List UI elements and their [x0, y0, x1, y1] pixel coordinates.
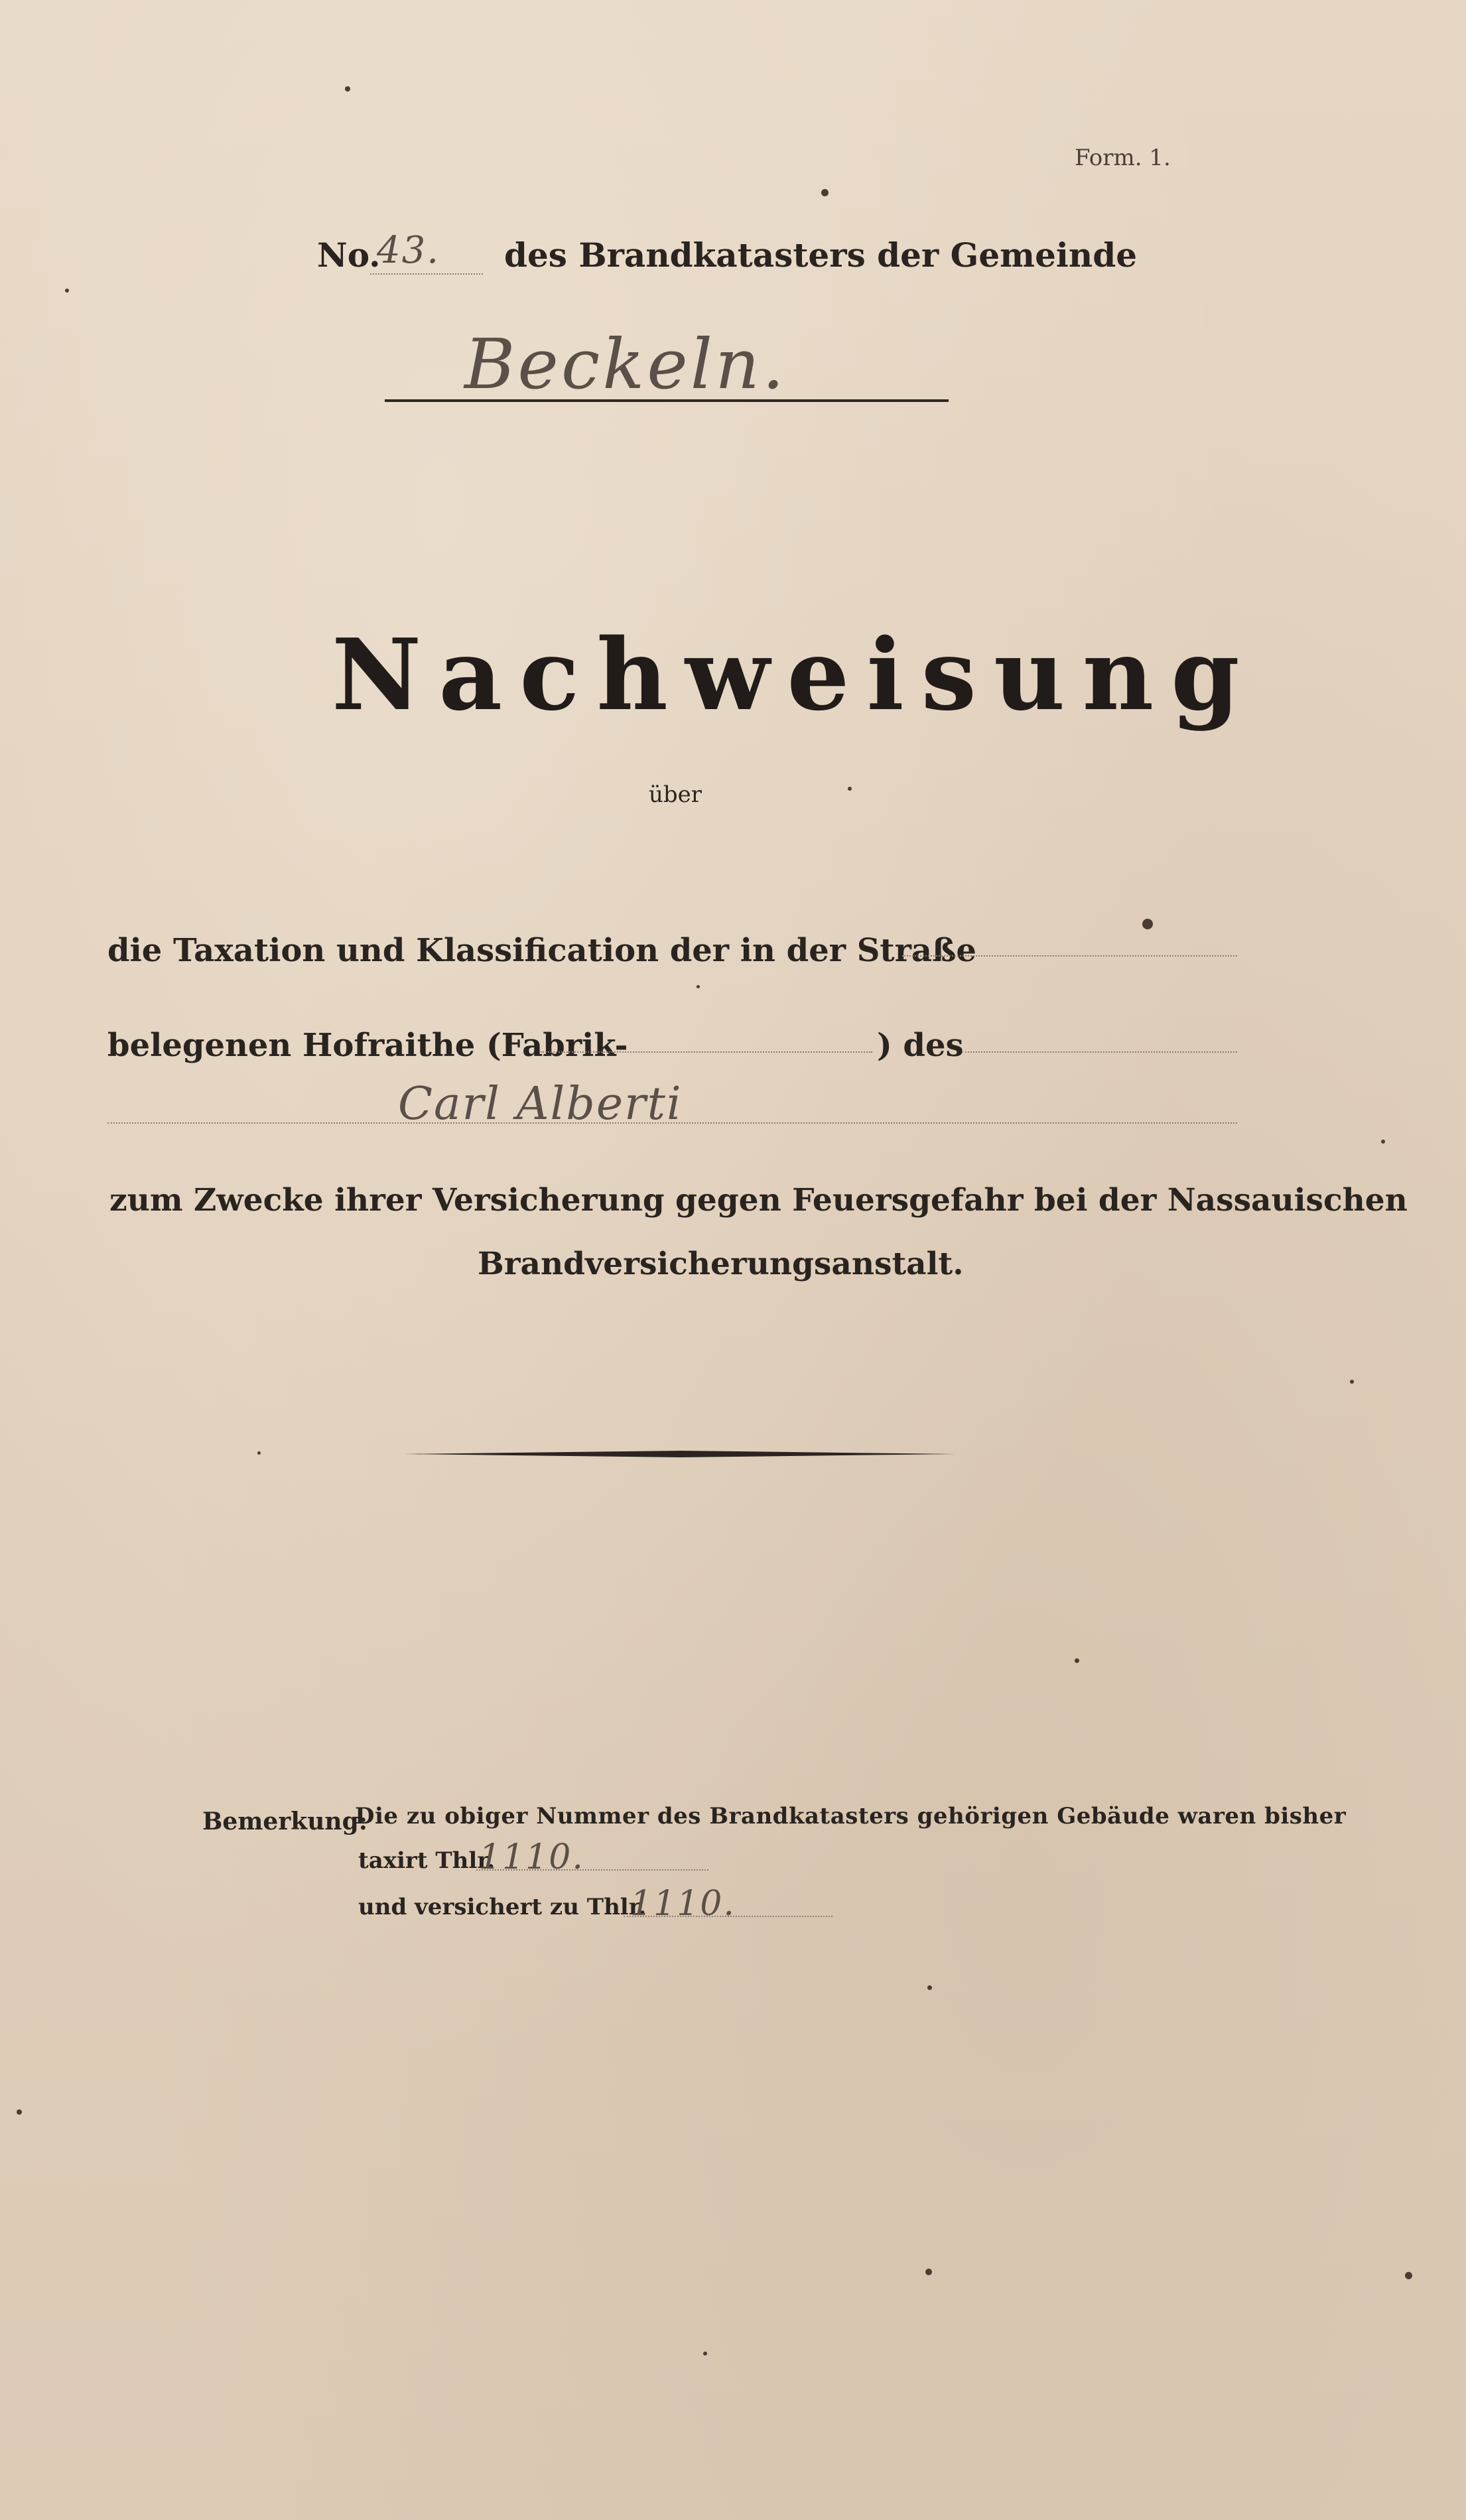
- body-line-2-end: ) des: [877, 1027, 964, 1064]
- document-title: Nachweisung: [332, 617, 1257, 732]
- owner-dotted-line: [107, 1122, 1237, 1124]
- paper-speck: [345, 86, 350, 92]
- paper-speck: [1381, 1140, 1385, 1144]
- paper-speck: [821, 189, 829, 196]
- body-line-4: Brandversicherungsanstalt.: [478, 1246, 964, 1282]
- number-dotted-line: [370, 273, 483, 275]
- paper-speck: [848, 787, 852, 791]
- paper-speck: [257, 1451, 261, 1455]
- paper-speck: [65, 289, 69, 293]
- paper-speck: [703, 2352, 707, 2355]
- versichert-dotted-line: [624, 1916, 833, 1917]
- des-dotted-line: [962, 1051, 1237, 1053]
- versichert-label: und versichert zu Thlr.: [358, 1894, 647, 1920]
- body-line-1: die Taxation und Klassification der in der Straße: [107, 932, 976, 969]
- remark-label: Bemerkung:: [202, 1808, 368, 1835]
- taxirt-label: taxirt Thlr.: [358, 1847, 495, 1874]
- strasse-dotted-line: [902, 955, 1237, 957]
- versichert-value: 1110.: [630, 1884, 736, 1924]
- form-label: Form. 1.: [1075, 145, 1171, 171]
- paper-speck: [697, 985, 700, 988]
- owner-value: Carl Alberti: [398, 1078, 683, 1130]
- body-line-3: zum Zwecke ihrer Versicherung gegen Feuersgefahr bei der Nassauischen: [109, 1182, 1408, 1219]
- paper-speck: [17, 2109, 22, 2115]
- gemeinde-underline: [385, 399, 949, 402]
- taxirt-value: 1110.: [479, 1837, 584, 1877]
- number-value: 43.: [377, 229, 440, 272]
- ueber-text: über: [649, 781, 702, 808]
- paper-speck: [925, 2269, 932, 2275]
- remark-text: Die zu obiger Nummer des Brandkatasters gehörigen Gebäude waren bisher: [355, 1803, 1347, 1829]
- paper-speck: [1142, 919, 1153, 929]
- header-text: des Brandkatasters der Gemeinde: [504, 235, 1138, 275]
- fabrik-dotted-line: [541, 1051, 872, 1053]
- body-line-2-start: belegenen Hofraithe (Fabrik-: [107, 1027, 628, 1064]
- separator-rule: [405, 1446, 955, 1462]
- paper-speck: [1350, 1380, 1354, 1384]
- paper-speck: [927, 1985, 932, 1990]
- number-label: No.: [317, 235, 381, 275]
- taxirt-dotted-line: [476, 1869, 708, 1871]
- gemeinde-value: Beckeln.: [464, 324, 787, 405]
- paper-speck: [1405, 2272, 1412, 2279]
- paper-speck: [1075, 1658, 1079, 1663]
